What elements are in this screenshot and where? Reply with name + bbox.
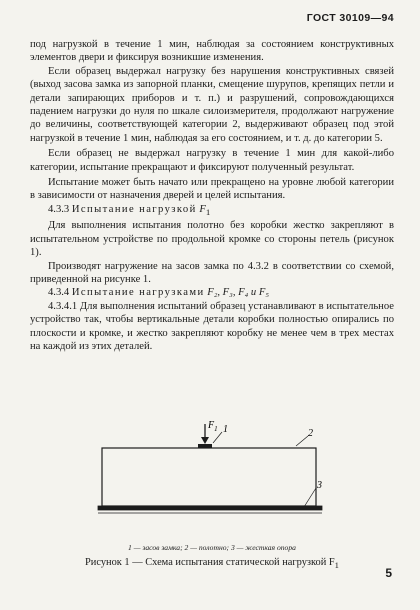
section-heading-4-3-4 xyxy=(30,286,394,299)
paragraph-4: Испытание может быть начато или прекращено на уровне любой категории в зависимости от назначения дверей и целей испытания. xyxy=(30,177,394,202)
test-scheme-figure xyxy=(96,418,336,524)
force-symbol: F xyxy=(199,203,206,215)
main-text xyxy=(30,38,394,353)
page-number: 5 xyxy=(385,566,392,580)
section-number: 4.3.4 xyxy=(48,287,70,299)
section-title: Испытание нагрузкой xyxy=(71,203,197,215)
paragraph-5: Для выполнения испытания полотно без коробки жестко закрепляют в испытательном устройстве по продольной кромке со стороны петель (рисунок 1). xyxy=(30,220,394,259)
callout-line-1 xyxy=(213,432,222,443)
paragraph-1: под нагрузкой в течение 1 мин, наблюдая за состоянием конструктивных элементов двери и фиксируя возникшие изменения. xyxy=(30,39,394,64)
latch-bolt xyxy=(198,444,212,448)
callout-line-2 xyxy=(296,436,308,446)
callout-line-3 xyxy=(304,488,316,507)
figure-caption xyxy=(80,556,344,572)
force-symbols: F₂, F₃, F₄ и F₅ xyxy=(207,287,270,299)
caption-text: Рисунок 1 — Схема испытания статической нагрузкой F xyxy=(85,557,335,568)
page-header: ГОСТ 30109—94 xyxy=(306,12,394,24)
paragraph-3: Если образец не выдержал нагрузку в течение 1 мин для какой-либо категории, испытание прекращают и фиксируют полученный результат. xyxy=(30,148,394,173)
force-label: $F_1$ xyxy=(208,420,218,433)
figure-legend: 1 — засов замка; 2 — полотно; 3 — жесткая опора xyxy=(128,543,296,552)
callout-label-2: 2 xyxy=(308,428,313,439)
door-panel xyxy=(102,448,316,506)
force-subscript: 1 xyxy=(205,206,211,217)
paragraph-2: Если образец выдержал нагрузку без нарушения конструктивных связей (выход засова замка из запорной планки, смещение шурупов, крепящих петли и детали запирающих приборов и т. п.) и разрушений, сопровождающихся падением нагрузки до нуля по шкале силоизмерителя, продолжают нагружение до величины, соответствующей категории 2, выдерживают образец под этой нагрузкой в течение 1 мин, наблюдая за его состоянием, и т. д. до категории 5. xyxy=(30,65,394,144)
force-arrow-head xyxy=(201,437,209,444)
paragraph-6: Производят нагружение на засов замка по 4.3.2 в соответствии со схемой, приведенной на рисунке 1. xyxy=(30,260,394,286)
rigid-support xyxy=(98,506,322,510)
section-title: Испытание нагрузками xyxy=(71,287,205,299)
paragraph-7: 4.3.4.1 Для выполнения испытаний образец устанавливают в испытательное устройство так, чтобы вертикальные детали коробки полностью опирались по плоскости и кромке, и жестко закрепляют коробку не менее чем в трех местах на каждой из этих деталей. xyxy=(30,300,394,353)
caption-subscript: 1 xyxy=(334,560,339,571)
section-number: 4.3.3 xyxy=(48,203,70,215)
section-heading-4-3-3 xyxy=(30,203,394,220)
callout-label-3: 3 xyxy=(317,480,322,491)
callout-label-1: 1 xyxy=(223,424,228,435)
